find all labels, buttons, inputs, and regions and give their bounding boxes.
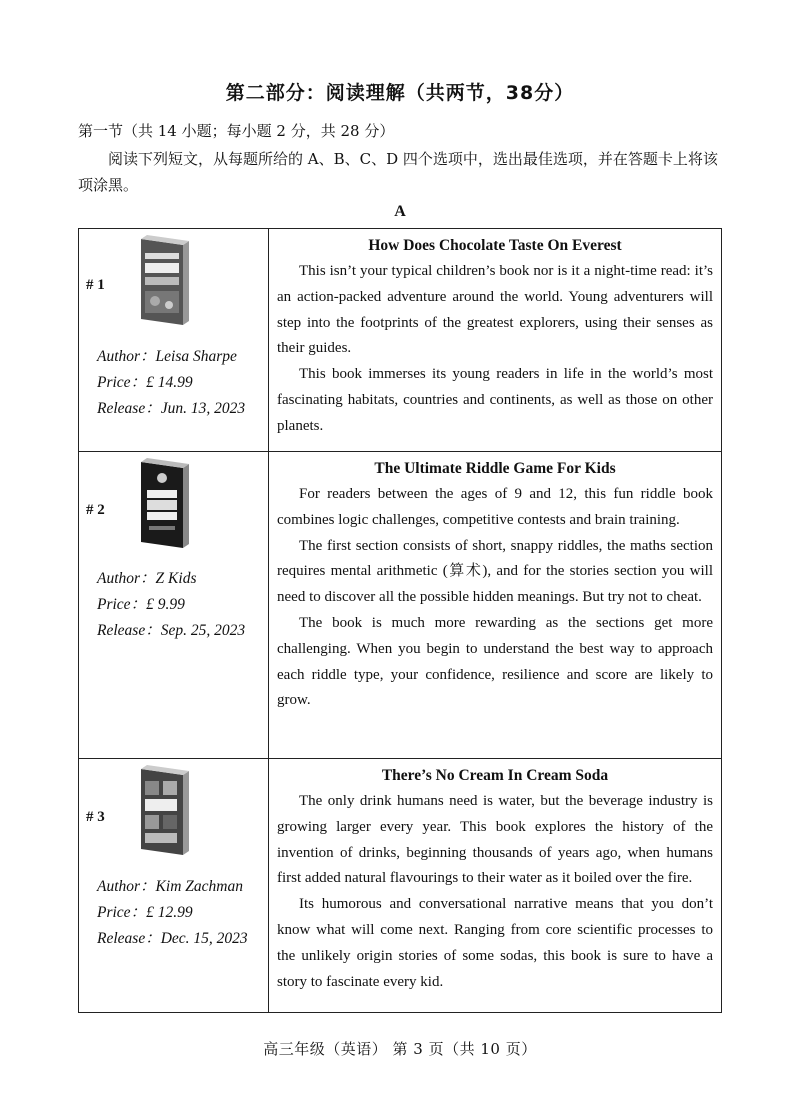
book-release: Release：Jun. 13, 2023: [97, 400, 246, 417]
book-paragraph: The first section consists of short, snappy riddles, the maths section requires mental arithmetic (算术), and for the stories section you will need to discover all the possible hidden meanings. But try not to cheat.: [277, 537, 713, 606]
book-title: There’s No Cream In Cream Soda: [381, 767, 609, 784]
book-paragraph: The book is much more rewarding as the sections get more challenging. When you begin to understand the best way to approach each riddle type, your confidence, resilience and score are likely to grow.: [277, 614, 713, 709]
book-cover-image: [131, 235, 197, 327]
book-row-2: [79, 452, 722, 759]
book-paragraph: The only drink humans need is water, but the beverage industry is growing larger every year. This book explores the history of the invention of drinks, beginning thousands of years ago, when humans first added natural flavourings to their water as it boiled over the fire.: [277, 793, 713, 887]
book-title: How Does Chocolate Taste On Everest: [368, 237, 622, 254]
book-row-3: [79, 759, 722, 1013]
book-description-cell: [269, 229, 722, 452]
book-number: # 3: [86, 809, 105, 825]
passage-label: A: [394, 203, 406, 220]
book-cover-image: [131, 765, 197, 857]
book-description-cell: [269, 452, 722, 759]
book-paragraph: Its humorous and conversational narrative means that you don’t know what will come next. Ranging from core scientific processes to the unlikely origin stories of some sodas, this book is sure to have a story to fascinate every kid.: [277, 896, 713, 990]
page-title: 第二部分：阅读理解（共两节，38分）: [225, 82, 575, 104]
book-release: Release：Sep. 25, 2023: [97, 622, 246, 639]
book-row-1: [79, 229, 722, 452]
book-price: Price：£ 12.99: [97, 904, 193, 921]
book-number: # 1: [86, 277, 105, 293]
book-release: Release：Dec. 15, 2023: [97, 930, 248, 947]
book-info-cell: [79, 229, 269, 452]
book-author: Author：Kim Zachman: [97, 878, 243, 895]
book-meta: [97, 874, 248, 952]
page-footer: 高三年级（英语） 第 3 页（共 10 页）: [263, 1040, 537, 1058]
section-heading: 第一节（共 14 小题；每小题 2 分，共 28 分）: [78, 122, 395, 140]
book-price: Price：£ 9.99: [97, 596, 185, 613]
book-description-cell: [269, 759, 722, 1013]
book-meta: [97, 566, 245, 644]
book-cover-image: [131, 458, 197, 550]
book-author: Author：Z Kids: [97, 570, 197, 587]
book-info-cell: [79, 759, 269, 1013]
book-table: [78, 228, 722, 1013]
book-author: Author：Leisa Sharpe: [97, 348, 237, 365]
book-paragraph: This book immerses its young readers in life in the world’s most fascinating habitats, countries and continents, as well as those on other planets.: [277, 366, 713, 434]
book-paragraph: This isn’t your typical children’s book nor is it a night-time read: it’s an action-packed adventure around the world. Young adventurers will step into the footprints of the greatest explorers, using their senses as their guides.: [277, 263, 713, 357]
instructions: 阅读下列短文，从每题所给的 A、B、C、D 四个选项中，选出最佳选项，并在答题卡上将该项涂黑。: [78, 150, 718, 194]
book-info-cell: [79, 452, 269, 759]
book-title: The Ultimate Riddle Game For Kids: [374, 460, 616, 477]
book-meta: [97, 344, 245, 422]
book-price: Price：£ 14.99: [97, 374, 193, 391]
book-number: # 2: [86, 502, 105, 518]
book-paragraph: For readers between the ages of 9 and 12, this fun riddle book combines logic challenges, competitive contests and brain training.: [277, 486, 713, 528]
